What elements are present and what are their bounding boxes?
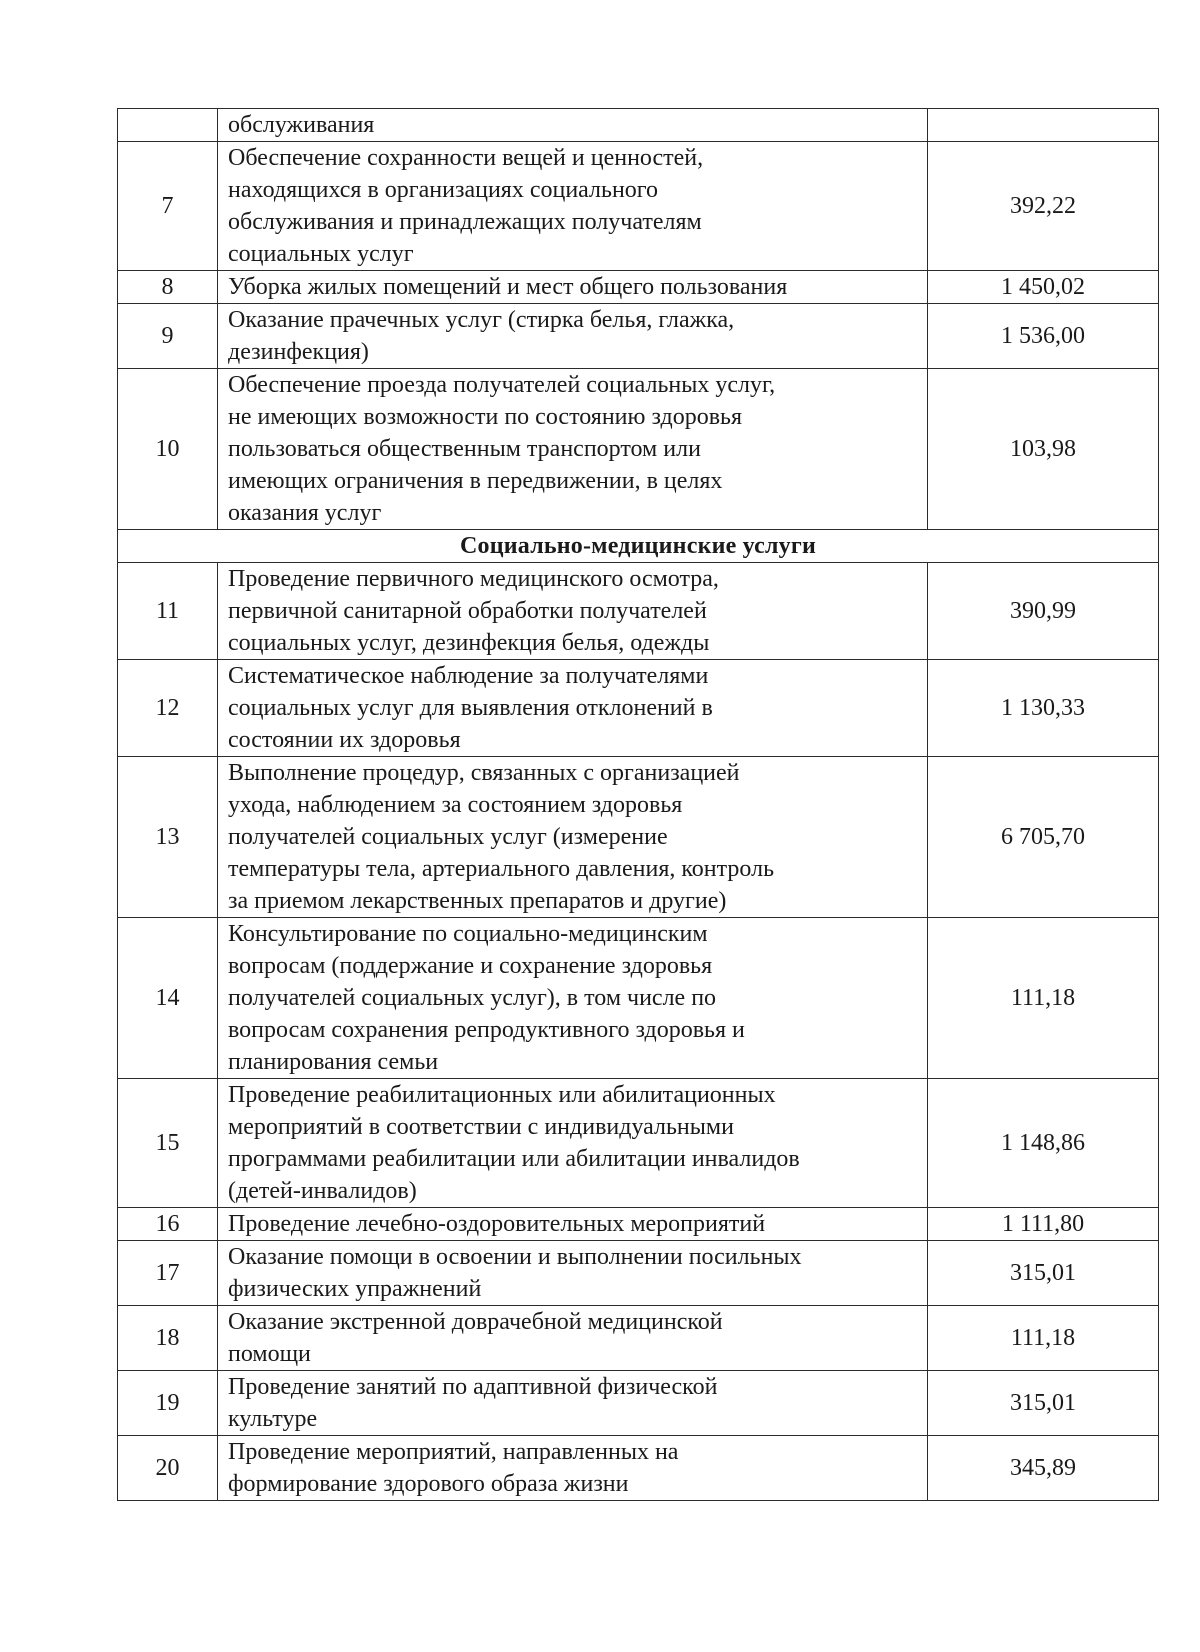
service-name-line: культуре: [228, 1406, 318, 1432]
service-name-line: состоянии их здоровья: [228, 727, 461, 753]
service-name-line: Оказание экстренной доврачебной медицинской: [228, 1309, 723, 1335]
service-name-line: пользоваться общественным транспортом или: [228, 436, 701, 462]
row-number: 15: [118, 1079, 218, 1208]
service-name-line: Систематическое наблюдение за получателями: [228, 663, 709, 689]
table-row: [118, 563, 1159, 660]
service-price: 392,22: [928, 142, 1159, 271]
service-name-line: мероприятий в соответствии с индивидуальными: [228, 1114, 734, 1140]
service-name: [218, 563, 928, 660]
table-row: [118, 1306, 1159, 1371]
service-price: 103,98: [928, 369, 1159, 530]
service-name-line: Проведение лечебно-оздоровительных мероприятий: [228, 1211, 766, 1237]
service-name: [218, 109, 928, 142]
row-number: 19: [118, 1371, 218, 1436]
row-number: 16: [118, 1208, 218, 1241]
service-name-line: обслуживания и принадлежащих получателям: [228, 209, 702, 235]
service-name-line: помощи: [228, 1341, 311, 1367]
service-name-line: за приемом лекарственных препаратов и другие): [228, 888, 727, 914]
service-name-line: первичной санитарной обработки получателей: [228, 598, 707, 624]
row-number: 18: [118, 1306, 218, 1371]
service-price: 111,18: [928, 918, 1159, 1079]
row-number: [118, 109, 218, 142]
row-number: 17: [118, 1241, 218, 1306]
table-row: [118, 142, 1159, 271]
service-name-line: социальных услуг: [228, 241, 414, 267]
service-name-line: физических упражнений: [228, 1276, 482, 1302]
service-name: [218, 918, 928, 1079]
row-number: 8: [118, 271, 218, 304]
service-name: [218, 1371, 928, 1436]
table-row: [118, 660, 1159, 757]
service-name-line: вопросам (поддержание и сохранение здоровья: [228, 953, 713, 979]
service-price: 6 705,70: [928, 757, 1159, 918]
table-row: [118, 369, 1159, 530]
service-price: 1 536,00: [928, 304, 1159, 369]
row-number: 13: [118, 757, 218, 918]
service-name-line: Проведение реабилитационных или абилитационных: [228, 1082, 776, 1108]
table-row-continuation: [118, 109, 1159, 142]
service-name: [218, 1079, 928, 1208]
service-name-line: получателей социальных услуг), в том числе по: [228, 985, 717, 1011]
row-number: 10: [118, 369, 218, 530]
table-row: [118, 271, 1159, 304]
service-name-line: Проведение мероприятий, направленных на: [228, 1439, 679, 1465]
service-name-line: обслуживания: [228, 112, 375, 138]
service-price: 111,18: [928, 1306, 1159, 1371]
service-price: 390,99: [928, 563, 1159, 660]
service-name-line: температуры тела, артериального давления, контроль: [228, 856, 775, 882]
service-name-line: Выполнение процедур, связанных с организацией: [228, 760, 740, 786]
row-number: 7: [118, 142, 218, 271]
table-row: [118, 918, 1159, 1079]
service-name-line: Обеспечение проезда получателей социальных услуг,: [228, 372, 776, 398]
section-title: Социально-медицинские услуги: [118, 530, 1159, 563]
service-name: [218, 142, 928, 271]
service-name-line: вопросам сохранения репродуктивного здоровья и: [228, 1017, 745, 1043]
service-name-line: получателей социальных услуг (измерение: [228, 824, 668, 850]
service-name-line: ухода, наблюдением за состоянием здоровья: [228, 792, 683, 818]
row-number: 9: [118, 304, 218, 369]
service-price: 345,89: [928, 1436, 1159, 1501]
service-name-line: планирования семьи: [228, 1049, 439, 1075]
service-name-line: оказания услуг: [228, 500, 382, 526]
service-name: [218, 271, 928, 304]
table-row: [118, 1436, 1159, 1501]
service-price: 1 148,86: [928, 1079, 1159, 1208]
service-price: 1 450,02: [928, 271, 1159, 304]
service-name-line: социальных услуг для выявления отклонений в: [228, 695, 713, 721]
service-price: [928, 109, 1159, 142]
service-name-line: Проведение занятий по адаптивной физической: [228, 1374, 718, 1400]
service-name-line: (детей-инвалидов): [228, 1178, 417, 1204]
row-number: 12: [118, 660, 218, 757]
service-name-line: Оказание прачечных услуг (стирка белья, глажка,: [228, 307, 735, 333]
service-name-line: находящихся в организациях социального: [228, 177, 659, 203]
table-row: [118, 1241, 1159, 1306]
service-name: [218, 1306, 928, 1371]
table-body: [118, 109, 1159, 1501]
row-number: 14: [118, 918, 218, 1079]
services-tariff-table: [117, 108, 1159, 1501]
table-row: [118, 1371, 1159, 1436]
service-name: [218, 304, 928, 369]
service-name-line: Консультирование по социально-медицинским: [228, 921, 708, 947]
table-row: [118, 304, 1159, 369]
service-price: 315,01: [928, 1371, 1159, 1436]
service-name-line: не имеющих возможности по состоянию здоровья: [228, 404, 743, 430]
service-price: 1 111,80: [928, 1208, 1159, 1241]
service-name-line: имеющих ограничения в передвижении, в целях: [228, 468, 723, 494]
row-number: 11: [118, 563, 218, 660]
section-header-row: [118, 530, 1159, 563]
service-name-line: формирование здорового образа жизни: [228, 1471, 629, 1497]
table-row: [118, 1079, 1159, 1208]
row-number: 20: [118, 1436, 218, 1501]
service-name: [218, 757, 928, 918]
service-name-line: Проведение первичного медицинского осмотра,: [228, 566, 719, 592]
service-name-line: программами реабилитации или абилитации инвалидов: [228, 1146, 800, 1172]
service-name-line: Обеспечение сохранности вещей и ценностей,: [228, 145, 704, 171]
service-name: [218, 660, 928, 757]
service-price: 1 130,33: [928, 660, 1159, 757]
service-name: [218, 369, 928, 530]
service-name-line: социальных услуг, дезинфекция белья, одежды: [228, 630, 710, 656]
service-name-line: Уборка жилых помещений и мест общего пользования: [228, 274, 788, 300]
table-row: [118, 1208, 1159, 1241]
service-name: [218, 1208, 928, 1241]
service-name-line: дезинфекция): [228, 339, 369, 365]
service-name: [218, 1436, 928, 1501]
service-price: 315,01: [928, 1241, 1159, 1306]
service-name: [218, 1241, 928, 1306]
table-row: [118, 757, 1159, 918]
service-name-line: Оказание помощи в освоении и выполнении посильных: [228, 1244, 802, 1270]
